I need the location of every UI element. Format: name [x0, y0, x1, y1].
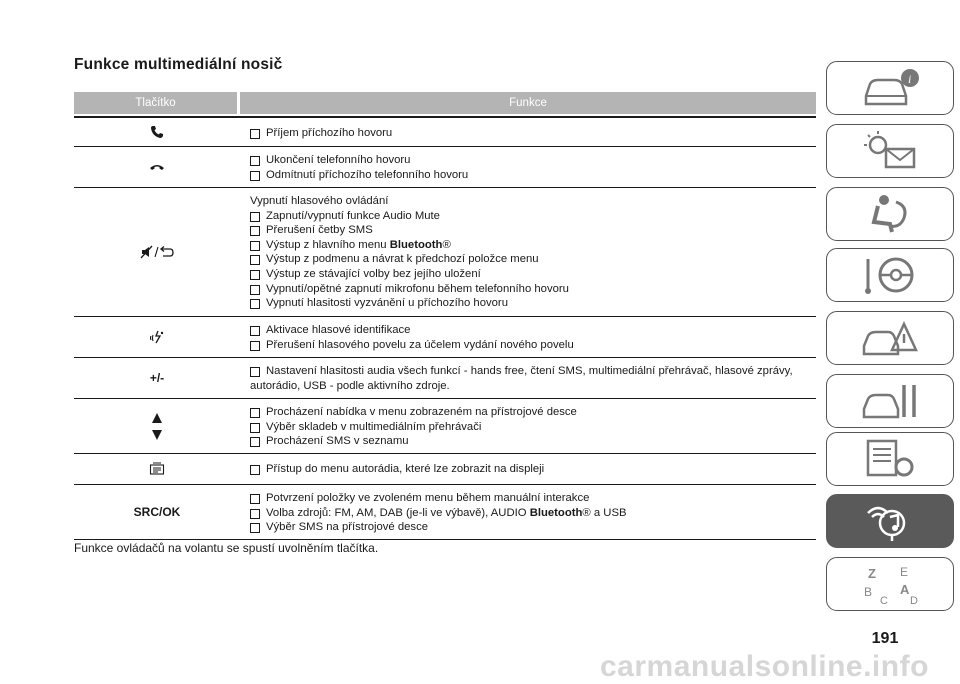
page-number: 191: [871, 630, 899, 647]
table-body: [74, 116, 816, 540]
emergency-icon: [860, 316, 920, 360]
header-function: Funkce: [240, 92, 816, 114]
table-row: Procházení nabídka v menu zobrazeném na přístrojové desce Výběr skladeb v multimediálním přehrávači Procházení SMS v seznamu: [74, 399, 816, 454]
svg-text:A: A: [900, 582, 910, 597]
table-row: Ukončení telefonního hovoru Odmítnutí příchozího telefonního hovoru: [74, 147, 816, 188]
phone-accept-icon: [150, 125, 164, 139]
chapter-tab-index[interactable]: [826, 557, 954, 611]
table-row: +/- Nastavení hlasitosti audia všech funkcí - hands free, čtení SMS, multimediální přehrávač, hlasové zprávy, autorádio, USB - podle aktivního zdroje.: [74, 358, 816, 399]
svg-text:B: B: [864, 585, 873, 599]
watermark: carmanualsonline.info: [600, 650, 929, 683]
page-title: Funkce multimediální nosič: [74, 56, 283, 73]
table-row: Aktivace hlasové identifikace Přerušení hlasového povelu za účelem vydání nového povelu: [74, 317, 816, 358]
index-letters-icon: [860, 562, 920, 606]
chapter-tab-info[interactable]: [826, 61, 954, 115]
table-row: Přístup do menu autorádia, které lze zobrazit na displeji: [74, 454, 816, 485]
svg-text:i: i: [908, 72, 912, 86]
svg-text:E: E: [900, 565, 909, 579]
menu-screen-icon: [149, 462, 165, 476]
svg-text:D: D: [910, 595, 918, 606]
voice-command-icon: [149, 329, 165, 345]
chapter-tab-safety[interactable]: [826, 187, 954, 241]
table-row: SRC/OK Potvrzení položky ve zvoleném menu během manuální interakce Volba zdrojů: FM, AM, DAB (je-li ve výbavě), AUDIO Bluetooth® a USB Výběr SMS na přístrojové desce: [74, 485, 816, 540]
mute-back-icon: [140, 245, 174, 259]
car-info-icon: [860, 66, 920, 110]
svg-text:Z: Z: [868, 566, 876, 581]
table-row: Příjem příchozího hovoru: [74, 117, 816, 147]
volume-label: +/-: [149, 371, 165, 385]
functions-table: [74, 92, 816, 540]
src-ok-label: SRC/OK: [133, 505, 181, 519]
chapter-tab-driving[interactable]: [826, 248, 954, 302]
header-button: Tlačítko: [74, 92, 237, 114]
chapter-tab-warnings[interactable]: [826, 124, 954, 178]
steering-wheel-icon: [860, 253, 920, 297]
chapter-tab-emergency[interactable]: [826, 311, 954, 365]
car-tools-icon: [860, 379, 920, 423]
lights-message-icon: [860, 129, 920, 173]
chapter-tab-multimedia[interactable]: [826, 494, 954, 548]
footnote: Funkce ovládačů na volantu se spustí uvolněním tlačítka.: [74, 541, 379, 555]
arrow-up-icon: [152, 413, 162, 423]
svg-text:C: C: [880, 595, 888, 606]
specs-gear-icon: [860, 437, 920, 481]
table-row: Vypnutí hlasového ovládání Zapnutí/vypnutí funkce Audio Mute Přerušení četby SMS Výstup z hlavního menu Bluetooth® Výstup z podmenu a návrat k předchozí položce menu Výstup ze stávající volby bez jejího uložení Vypnutí/opětné zapnutí mikrofonu během telefonního hovoru Vypnutí hlasitosti vyzvánění u příchozího hovoru: [74, 188, 816, 317]
multimedia-icon: [860, 499, 920, 543]
chapter-tab-maintenance[interactable]: [826, 374, 954, 428]
phone-hangup-icon: [149, 162, 165, 172]
seat-airbag-icon: [860, 192, 920, 236]
arrow-down-icon: [152, 430, 162, 440]
table-header: [74, 92, 816, 114]
chapter-tab-specs[interactable]: [826, 432, 954, 486]
